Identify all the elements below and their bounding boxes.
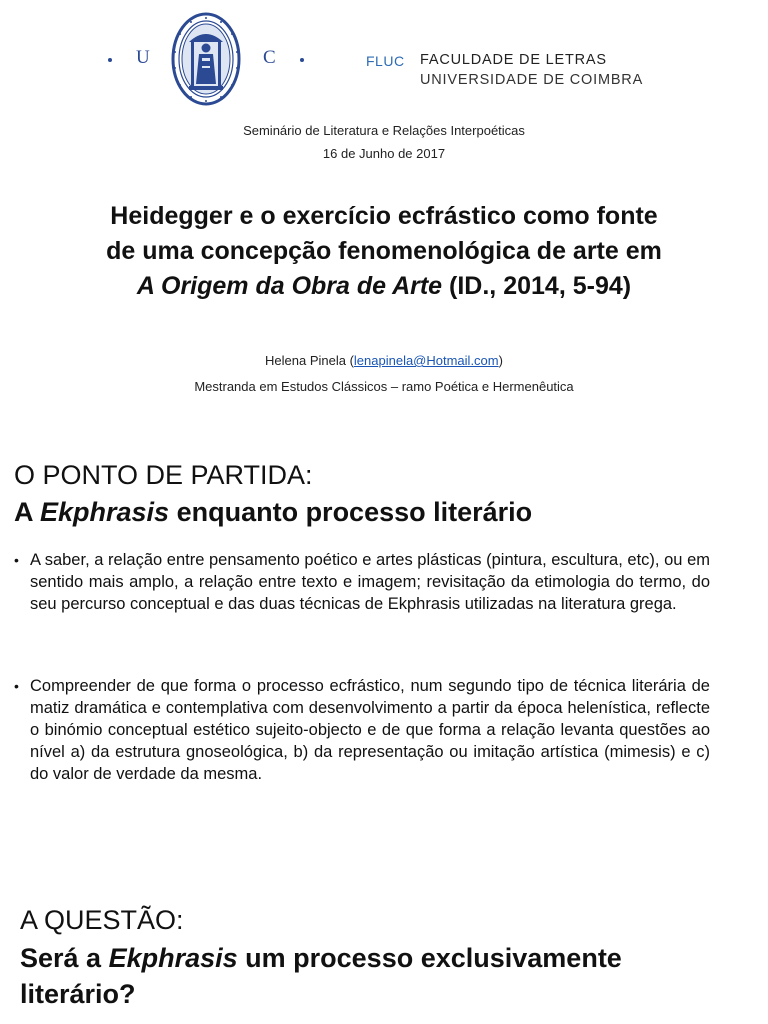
section2-sub-suffix: um processo exclusivamente literário? — [20, 943, 622, 1009]
university-name: UNIVERSIDADE DE COIMBRA — [420, 72, 644, 88]
seminar-name: Seminário de Literatura e Relações Interpoéticas — [243, 123, 525, 138]
title-reference: (ID., 2014, 5-94) — [442, 272, 632, 300]
bullet-text: Compreender de que forma o processo ecfrástico, num segundo tipo de técnica literária de matiz dramática e contemplativa com desenvolvimento a partir da época helenística, reflecte o binómio conceptual estético sujeito-objecto e de que forma a relação levanta questões ao nível a) da estrutura gnoseológica, b) da representação ou imitação artística (mimesis) e c) do valor de verdade da mesma. — [30, 677, 710, 783]
section1-sub-prefix: A — [14, 497, 40, 527]
bullet-text: A saber, a relação entre pensamento poético e artes plásticas (pintura, escultura, etc), ou em sentido mais amplo, a relação entre texto e imagem; revisitação da etimologia do termo, do seu percurso conceptual e das duas técnicas de Ekphrasis utilizadas na literatura grega. — [30, 551, 710, 613]
author-affiliation: Mestranda em Estudos Clássicos – ramo Poética e Hermenêutica — [194, 379, 574, 394]
section1-bullet-1 — [14, 549, 710, 615]
university-seal-logo — [171, 12, 241, 106]
title-line-1: Heidegger e o exercício ecfrástico como fonte — [110, 202, 658, 230]
bullet-marker: • — [14, 678, 19, 694]
faculty-name: FACULDADE DE LETRAS — [420, 52, 607, 68]
author-name-close: ) — [498, 353, 503, 368]
title-work-name: A Origem da Obra de Arte — [136, 272, 443, 300]
header-letter-u: U — [136, 47, 150, 68]
section2-sub-italic: Ekphrasis — [108, 943, 238, 973]
fluc-label: FLUC — [366, 53, 405, 69]
bullet-marker: • — [14, 552, 19, 568]
header-dot-left — [108, 58, 112, 62]
event-date: 16 de Junho de 2017 — [322, 146, 446, 161]
title-line-3 — [40, 269, 728, 304]
author-name: Helena Pinela ( — [265, 353, 354, 368]
header-dot-right — [300, 58, 304, 62]
section1-bullet-2 — [14, 675, 710, 785]
presentation-title — [40, 199, 728, 304]
section2-sub-prefix: Será a — [20, 943, 109, 973]
section1-sub-suffix: enquanto processo literário — [169, 497, 533, 527]
author-email-link[interactable]: lenapinela@Hotmail.com — [353, 353, 499, 368]
section2-heading: A QUESTÃO: — [20, 905, 184, 935]
section1-heading: O PONTO DE PARTIDA: — [14, 460, 313, 490]
section1-subheading — [14, 497, 532, 528]
header-letter-c: C — [263, 47, 276, 68]
section1-sub-italic: Ekphrasis — [40, 497, 170, 527]
section2-question — [20, 940, 740, 1012]
title-line-2: de uma concepção fenomenológica de arte em — [106, 237, 662, 265]
author-line — [0, 353, 768, 368]
